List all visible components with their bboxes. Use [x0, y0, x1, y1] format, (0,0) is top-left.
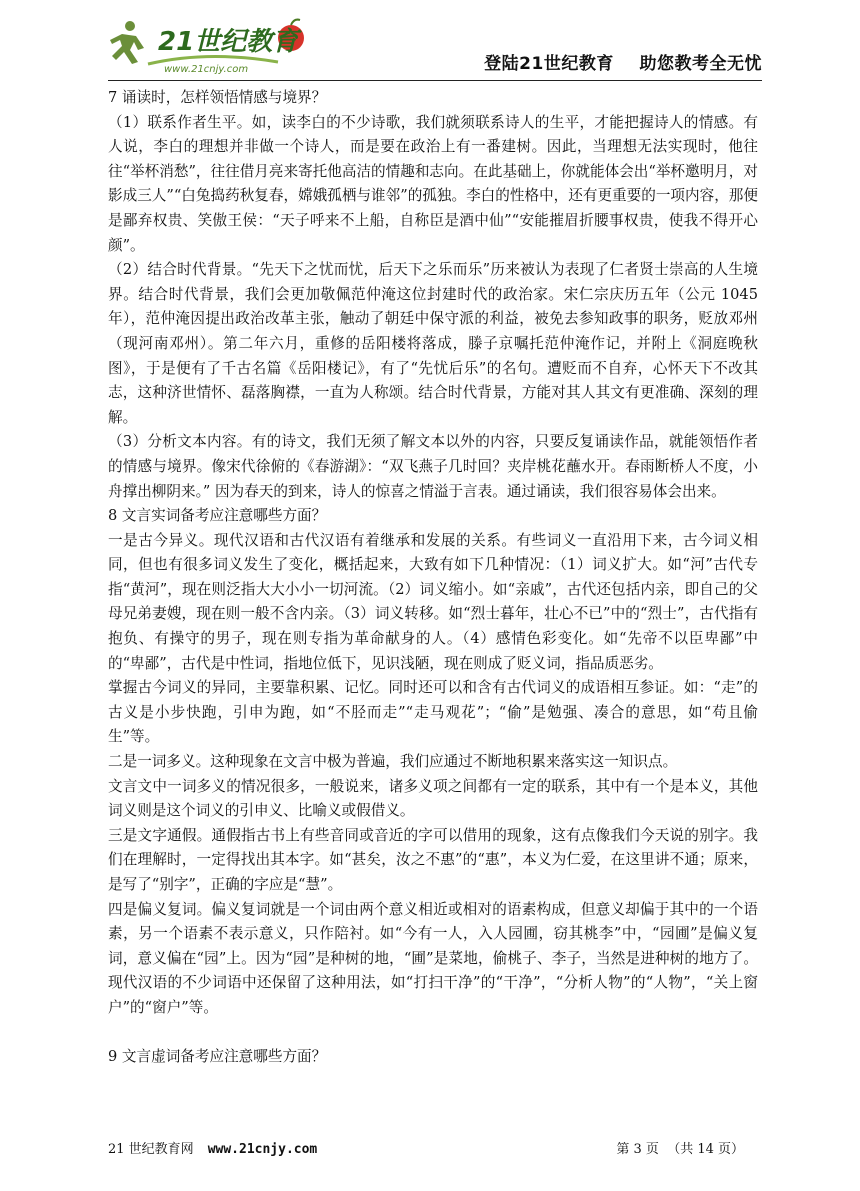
paragraph: 三是文字通假。通假指古书上有些音同或音近的字可以借用的现象，这有点像我们今天说的别字。我们在理解时，一定得找出其本字。如“甚矣，汝之不惠”的“惠”，本义为仁爱，在这里讲不通；原来，是写了“别字”，正确的字应是“慧”。 — [108, 826, 758, 893]
paragraph: （1）联系作者生平。如，读李白的不少诗歌，我们就须联系诗人的生平，才能把握诗人的情感。有人说，李白的理想并非做一个诗人，而是要在政治上有一番建树。因此，当理想无法实现时，他往往“举杯消愁”，往往借月亮来寄托他高洁的情趣和志向。在此基础上，你就能体会出“举杯邀明月，对影成三人”“白兔捣药秋复春，嫦娥孤栖与谁邻”的孤独。李白的性格中，还有更重要的一项内容，那便是鄙弃权贵、笑傲王侯：“天子呼来不上船，自称臣是酒中仙”“安能摧眉折腰事权贵，使我不得开心颜”。 — [108, 113, 758, 254]
paragraph: 四是偏义复词。偏义复词就是一个词由两个意义相近或相对的语素构成，但意义却偏于其中的一个语素，另一个语素不表示意义，只作陪衬。如“今有一人，入人园圃，窃其桃李”中，“园圃”是偏义复词，意义偏在“园”上。因为“园”是种树的地，“圃”是菜地，偷桃子、李子，当然是进种树的地方了。现代汉语的不少词语中还保留了这种用法，如“打扫干净”的“干净”，“分析人物”的“人物”，“关上窗户”的“窗户”等。 — [108, 900, 758, 1016]
paragraph: 一是古今异义。现代汉语和古代汉语有着继承和发展的关系。有些词义一直沿用下来，古今词义相同，但也有很多词义发生了变化，概括起来，大致有如下几种情况：（1）词义扩大。如“河”古代专指“黄河”，现在则泛指大大小小一切河流。（2）词义缩小。如“亲戚”，古代还包括内亲，即自己的父母兄弟妻嫂，现在则一般不含内亲。（3）词义转移。如“烈士暮年，壮心不已”中的“烈士”，古代指有抱负、有操守的男子，现在则专指为革命献身的人。（4）感情色彩变化。如“先帝不以臣卑鄙”中的“卑鄙”，古代是中性词，指地位低下，见识浅陋，现在则成了贬义词，指品质恶劣。 — [108, 531, 758, 672]
paragraph: （2）结合时代背景。“先天下之忧而忧，后天下之乐而乐”历来被认为表现了仁者贤士崇高的人生境界。结合时代背景，我们会更加敬佩范仲淹这位封建时代的政治家。宋仁宗庆历五年（公元 1045 年），范仲淹因提出政治改革主张，触动了朝廷中保守派的利益，被免去参知政事的职务，贬放邓州（现河南邓州）。第二年六月，重修的岳阳楼将落成，滕子京嘱托范仲淹作记，并附上《洞庭晚秋图》，于是便有了千古名篇《岳阳楼记》，有了“先忧后乐”的名句。遭贬而不自弃，心怀天下不改其志，这种济世情怀、磊落胸襟，一直为人称颂。结合时代背景，方能对其人其文有更准确、深刻的理解。 — [108, 261, 758, 426]
question-8-title: 8 文言实词备考应注意哪些方面？ — [108, 507, 327, 525]
question-7-title: 7 诵读时，怎样领悟情感与境界？ — [108, 89, 327, 106]
page-number: 第 3 页 （共 14 页） — [616, 1142, 744, 1157]
footer-url[interactable]: www.21cnjy.com — [207, 1142, 318, 1157]
header-slogan: 登陆21世纪教育 助您教考全无忧 — [484, 54, 762, 74]
logo-21cnjy — [108, 14, 318, 78]
paragraph: 二是一词多义。这种现象在文言中极为普遍，我们应通过不断地积累来落实这一知识点。 — [108, 753, 678, 771]
logo-text: 21世纪教育 — [158, 27, 299, 57]
footer-left — [108, 1138, 317, 1157]
paragraph: 文言文中一词多义的情况很多，一般说来，诸多义项之间都有一定的联系，其中有一个是本义，其他词义则是这个词义的引申义、比喻义或假借义。 — [108, 777, 758, 820]
paragraph: 掌握古今词义的异同，主要靠积累、记忆。同时还可以和含有古代词义的成语相互参证。如：“走”的古义是小步快跑，引申为跑，如“不胫而走”“走马观花”；“偷”是勉强、凑合的意思，如“苟且偷生”等。 — [108, 679, 758, 746]
page-footer — [108, 1138, 762, 1158]
logo-url: www.21cnjy.com — [164, 64, 249, 75]
document-body — [108, 86, 758, 1070]
footer-site: 21 世纪教育网 — [108, 1142, 194, 1157]
svg-text:www.21cnjy.com — [164, 64, 248, 75]
page-header — [108, 14, 762, 81]
paragraph: （3）分析文本内容。有的诗文，我们无须了解文本以外的内容，只要反复诵读作品，就能领悟作者的情感与境界。像宋代徐俯的《春游湖》：“双飞燕子几时回？夹岸桃花蘸水开。春雨断桥人不度，小舟撑出柳阴来。” 因为春天的到来，诗人的惊喜之情溢于言表。通过诵读，我们很容易体会出来。 — [108, 433, 758, 500]
svg-text:21世纪教育 — [158, 27, 302, 57]
question-9-title: 9 文言虚词备考应注意哪些方面？ — [108, 1048, 327, 1066]
